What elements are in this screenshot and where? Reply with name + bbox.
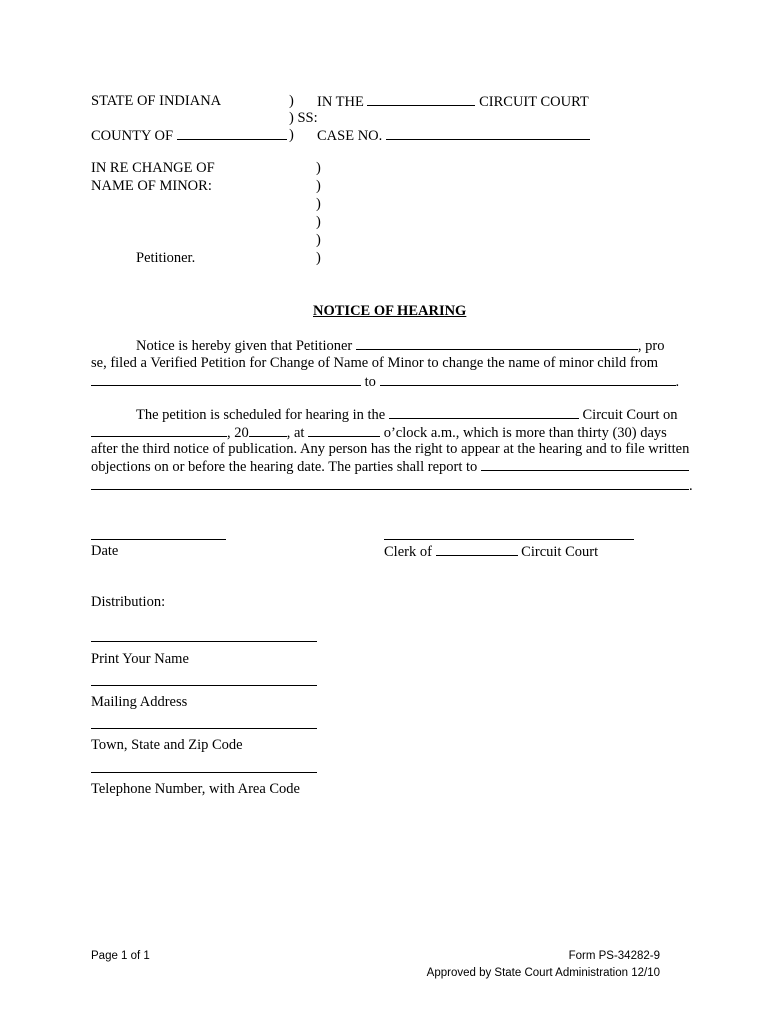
date-label: Date	[91, 543, 119, 559]
clerk-label: Clerk of Circuit Court	[384, 544, 599, 560]
para1-line2: se, filed a Verified Petition for Change of Name of Minor to change the name of minor child from	[91, 355, 659, 371]
caption-paren-5: )	[316, 196, 321, 212]
report-to-continued-field[interactable]	[91, 476, 689, 490]
caption-paren-4: )	[316, 178, 321, 194]
para1-line3: to .	[91, 372, 679, 391]
print-name-label: Print Your Name	[91, 651, 189, 667]
court-name-field[interactable]	[367, 92, 475, 106]
caption-paren-1: )	[289, 93, 294, 109]
clerk-county-field[interactable]	[436, 542, 518, 556]
caption-paren-3: )	[316, 160, 321, 176]
report-to-field[interactable]	[481, 457, 689, 471]
new-name-field[interactable]	[380, 372, 676, 386]
case-number-field[interactable]	[386, 126, 590, 140]
state-label: STATE OF INDIANA	[91, 93, 222, 109]
hearing-time-field[interactable]	[308, 423, 380, 437]
approval-note: Approved by State Court Administration 12/10	[426, 967, 660, 979]
caption-paren-6: )	[316, 214, 321, 230]
para1-line1: Notice is hereby given that Petitioner , pro	[136, 338, 665, 354]
town-state-zip-label: Town, State and Zip Code	[91, 737, 243, 753]
page-number: Page 1 of 1	[91, 950, 150, 962]
para2-line3: after the third notice of publication. Any person has the right to appear at the hearing and to file written	[91, 441, 690, 457]
hearing-date-field[interactable]	[91, 423, 227, 437]
telephone-line[interactable]	[91, 772, 317, 773]
distribution-label: Distribution:	[91, 594, 166, 610]
form-number: Form PS-34282-9	[568, 950, 660, 962]
date-signature-line[interactable]	[91, 539, 226, 540]
in-re-line-2: NAME OF MINOR:	[91, 178, 212, 194]
para2-line2: , 20 , at o’clock a.m., which is more than thirty (30) days	[91, 423, 667, 442]
town-state-zip-line[interactable]	[91, 728, 317, 729]
case-no-label: CASE NO.	[317, 126, 590, 145]
county-label: COUNTY OF	[91, 126, 287, 145]
mailing-address-line[interactable]	[91, 685, 317, 686]
in-re-line-1: IN RE CHANGE OF	[91, 160, 215, 176]
in-the-label: IN THE CIRCUIT COURT	[317, 94, 589, 110]
petitioner-name-field[interactable]	[356, 336, 638, 350]
ss-label: ) SS:	[289, 110, 318, 126]
para2-line4: objections on or before the hearing date. The parties shall report to	[91, 457, 689, 476]
current-name-field[interactable]	[91, 372, 361, 386]
petitioner-label: Petitioner.	[136, 250, 196, 266]
document-title: NOTICE OF HEARING	[313, 303, 467, 319]
hearing-year-field[interactable]	[249, 423, 287, 437]
mailing-address-label: Mailing Address	[91, 694, 188, 710]
caption-paren-2: )	[289, 127, 294, 143]
telephone-label: Telephone Number, with Area Code	[91, 781, 300, 797]
print-name-line[interactable]	[91, 641, 317, 642]
para2-line1: The petition is scheduled for hearing in the Circuit Court on	[136, 407, 678, 423]
para2-line5: .	[91, 476, 693, 495]
county-field[interactable]	[177, 126, 287, 140]
hearing-court-field[interactable]	[389, 405, 579, 419]
caption-paren-7: )	[316, 232, 321, 248]
caption-paren-8: )	[316, 250, 321, 266]
clerk-signature-line[interactable]	[384, 539, 634, 540]
